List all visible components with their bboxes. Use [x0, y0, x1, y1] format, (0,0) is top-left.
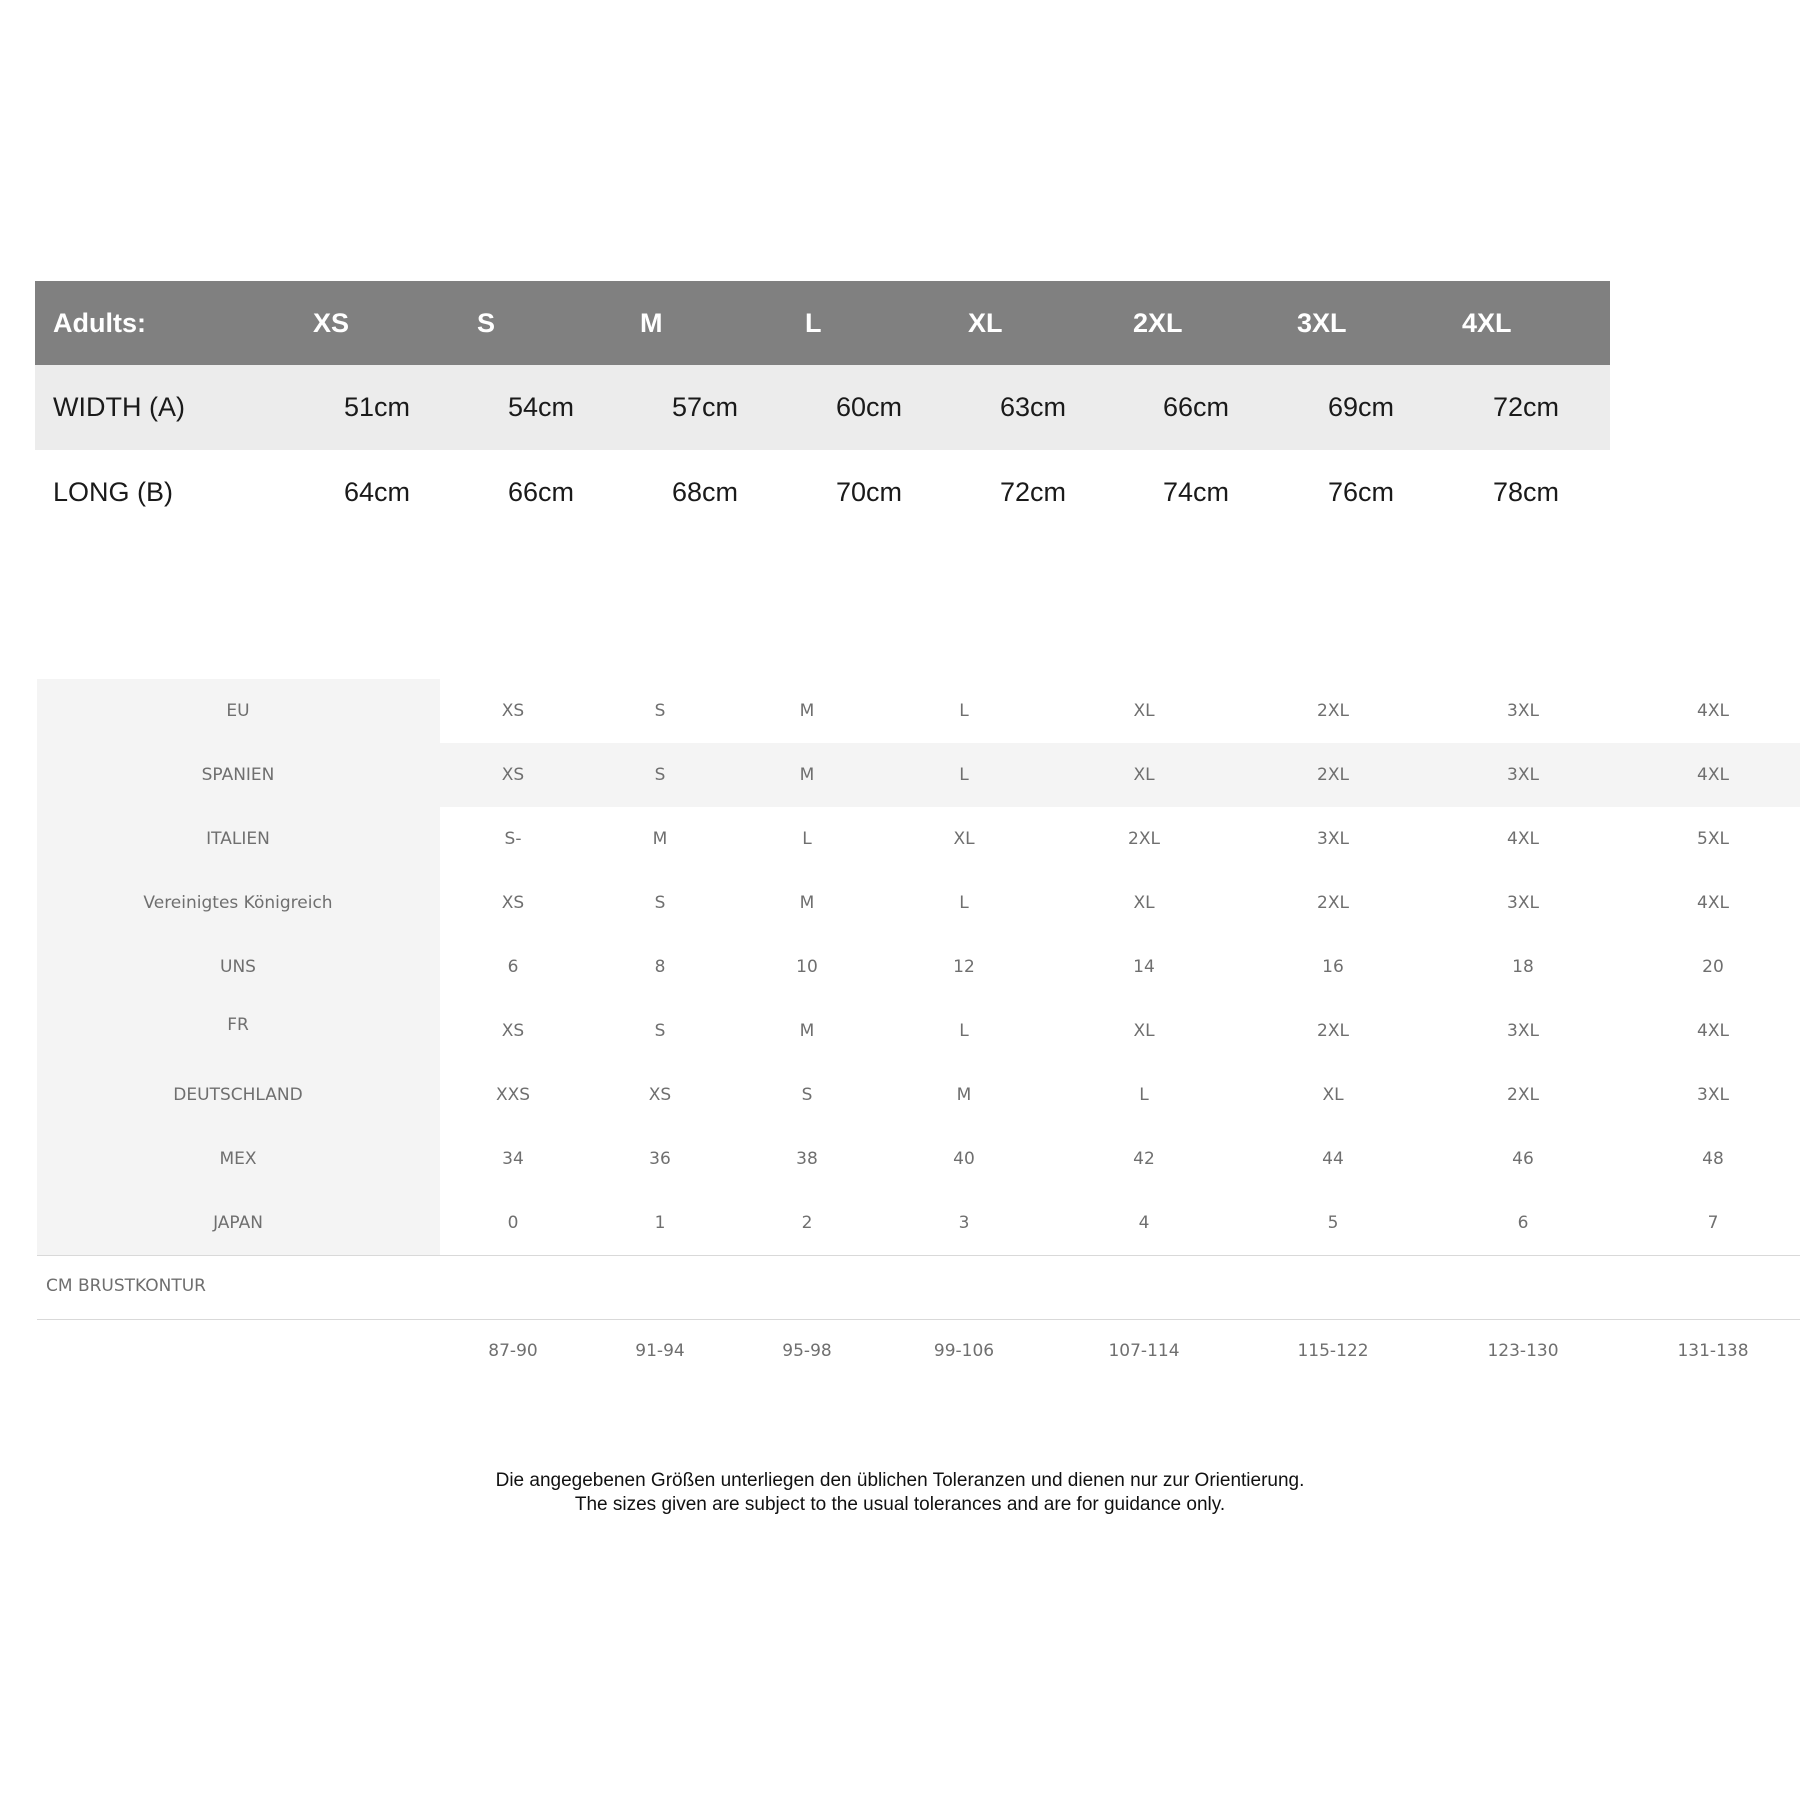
size-cell: 3 [958, 1213, 970, 1233]
long-value: 66cm [508, 477, 575, 507]
size-cell: 2XL [1507, 1085, 1539, 1105]
size-cell: L [959, 701, 969, 721]
size-header: XS [313, 307, 350, 338]
size-header: L [805, 307, 822, 338]
row-label: JAPAN [213, 1213, 263, 1233]
size-header: 3XL [1297, 307, 1347, 338]
size-cell: 6 [507, 957, 519, 977]
size-cell: 16 [1322, 957, 1344, 977]
size-header: 4XL [1462, 307, 1512, 338]
size-cell: L [959, 893, 969, 913]
width-label: WIDTH (A) [53, 392, 185, 422]
size-cell: 18 [1512, 957, 1534, 977]
size-cell: XL [1133, 765, 1155, 785]
size-cell: M [652, 829, 668, 849]
size-cell: XS [501, 765, 525, 785]
row-label: DEUTSCHLAND [173, 1085, 303, 1105]
row-label: Vereinigtes Königreich [143, 893, 333, 913]
width-value: 57cm [672, 392, 739, 422]
conversion-row-deutschland [37, 1063, 1800, 1127]
chest-range: 99-106 [933, 1341, 995, 1361]
row-label: EU [226, 701, 250, 721]
size-cell: 1 [654, 1213, 666, 1233]
size-cell: M [799, 893, 815, 913]
tolerance-note-english: The sizes given are subject to the usual tolerances and are for guidance only. [574, 1494, 1226, 1515]
long-value: 78cm [1493, 477, 1560, 507]
size-cell: S- [504, 829, 522, 849]
size-cell: 20 [1702, 957, 1724, 977]
chest-range: 115-122 [1297, 1341, 1369, 1361]
size-cell: XL [1133, 701, 1155, 721]
size-cell: 4XL [1697, 765, 1729, 785]
conversion-row-japan [37, 1191, 1800, 1255]
size-cell: 3XL [1317, 829, 1349, 849]
conversion-row-mex [37, 1127, 1800, 1191]
width-row [35, 365, 1610, 450]
size-cell: 2XL [1317, 1021, 1349, 1041]
width-value: 54cm [508, 392, 575, 422]
conversion-row-uk [37, 871, 1800, 935]
size-cell: 3XL [1697, 1085, 1729, 1105]
size-cell: 42 [1133, 1149, 1155, 1169]
width-value: 63cm [1000, 392, 1067, 422]
width-value: 51cm [344, 392, 411, 422]
conversion-row-uns [37, 935, 1800, 999]
adults-header-label: Adults: [53, 307, 146, 338]
size-cell: 6 [1517, 1213, 1529, 1233]
size-cell: 10 [796, 957, 818, 977]
long-label: LONG (B) [53, 477, 174, 507]
long-value: 70cm [836, 477, 903, 507]
size-cell: 2XL [1317, 701, 1349, 721]
size-cell: 2XL [1317, 765, 1349, 785]
size-cell: XS [648, 1085, 672, 1105]
width-value: 69cm [1328, 392, 1395, 422]
size-cell: 3XL [1507, 893, 1539, 913]
size-cell: XL [1133, 893, 1155, 913]
size-cell: M [956, 1085, 972, 1105]
long-value: 72cm [1000, 477, 1067, 507]
size-cell: 7 [1707, 1213, 1719, 1233]
size-cell: S [654, 1021, 666, 1041]
size-cell: 40 [953, 1149, 975, 1169]
size-cell: 8 [654, 957, 666, 977]
size-cell: XS [501, 701, 525, 721]
size-cell: 44 [1322, 1149, 1344, 1169]
size-cell: 2XL [1317, 893, 1349, 913]
conversion-row-italien [37, 807, 1800, 871]
conversion-row-fr [37, 999, 1800, 1063]
size-cell: 2 [801, 1213, 813, 1233]
size-cell: XL [1133, 1021, 1155, 1041]
chest-range: 87-90 [488, 1341, 538, 1361]
size-cell: 36 [649, 1149, 671, 1169]
size-cell: 4XL [1697, 701, 1729, 721]
size-cell: 3XL [1507, 1021, 1539, 1041]
size-cell: 4XL [1507, 829, 1539, 849]
size-cell: 0 [507, 1213, 519, 1233]
size-cell: XXS [495, 1085, 531, 1105]
size-cell: 14 [1133, 957, 1155, 977]
tolerance-note-german: Die angegebenen Größen unterliegen den üblichen Toleranzen und dienen nur zur Orientierung. [495, 1470, 1305, 1491]
size-cell: 5XL [1697, 829, 1729, 849]
size-cell: 38 [796, 1149, 818, 1169]
long-row [35, 450, 1610, 535]
chest-range: 95-98 [782, 1341, 832, 1361]
size-header: S [477, 307, 496, 338]
width-value: 72cm [1493, 392, 1560, 422]
row-label: ITALIEN [206, 829, 270, 849]
size-cell: S [654, 701, 666, 721]
size-cell: S [654, 893, 666, 913]
size-header: 2XL [1133, 307, 1183, 338]
size-cell: L [959, 1021, 969, 1041]
size-cell: S [654, 765, 666, 785]
width-value: 60cm [836, 392, 903, 422]
size-cell: 48 [1702, 1149, 1724, 1169]
conversion-row-spanien [37, 743, 1800, 807]
size-cell: 4XL [1697, 893, 1729, 913]
chest-range: 107-114 [1108, 1341, 1180, 1361]
size-cell: 4XL [1697, 1021, 1729, 1041]
size-cell: S [801, 1085, 813, 1105]
size-cell: L [802, 829, 812, 849]
size-cell: XL [953, 829, 975, 849]
size-cell: M [799, 765, 815, 785]
long-value: 76cm [1328, 477, 1395, 507]
long-value: 64cm [344, 477, 411, 507]
size-cell: 12 [953, 957, 975, 977]
long-value: 68cm [672, 477, 739, 507]
row-label: FR [227, 1015, 249, 1035]
chest-range: 91-94 [635, 1341, 685, 1361]
brustkontur-values-row [37, 1319, 1800, 1383]
row-label: UNS [220, 957, 256, 977]
size-cell: 2XL [1128, 829, 1160, 849]
brustkontur-label: CM BRUSTKONTUR [46, 1276, 206, 1296]
size-header: XL [968, 307, 1003, 338]
row-label: SPANIEN [201, 765, 275, 785]
adults-size-table [35, 281, 1610, 535]
width-value: 66cm [1163, 392, 1230, 422]
size-cell: M [799, 701, 815, 721]
size-cell: XL [1322, 1085, 1344, 1105]
size-cell: M [799, 1021, 815, 1041]
size-cell: L [959, 765, 969, 785]
chest-range: 123-130 [1487, 1341, 1559, 1361]
adults-header-row [35, 281, 1610, 365]
size-cell: 3XL [1507, 701, 1539, 721]
size-cell: 5 [1327, 1213, 1339, 1233]
row-label: MEX [219, 1149, 257, 1169]
size-cell: XS [501, 1021, 525, 1041]
size-cell: 46 [1512, 1149, 1534, 1169]
size-cell: 3XL [1507, 765, 1539, 785]
size-cell: 4 [1138, 1213, 1150, 1233]
chest-range: 131-138 [1677, 1341, 1749, 1361]
size-cell: L [1139, 1085, 1149, 1105]
divider-line [37, 1255, 1800, 1256]
size-cell: 34 [502, 1149, 524, 1169]
size-cell: XS [501, 893, 525, 913]
conversion-row-eu [37, 679, 1800, 743]
size-header: M [640, 307, 663, 338]
long-value: 74cm [1163, 477, 1230, 507]
